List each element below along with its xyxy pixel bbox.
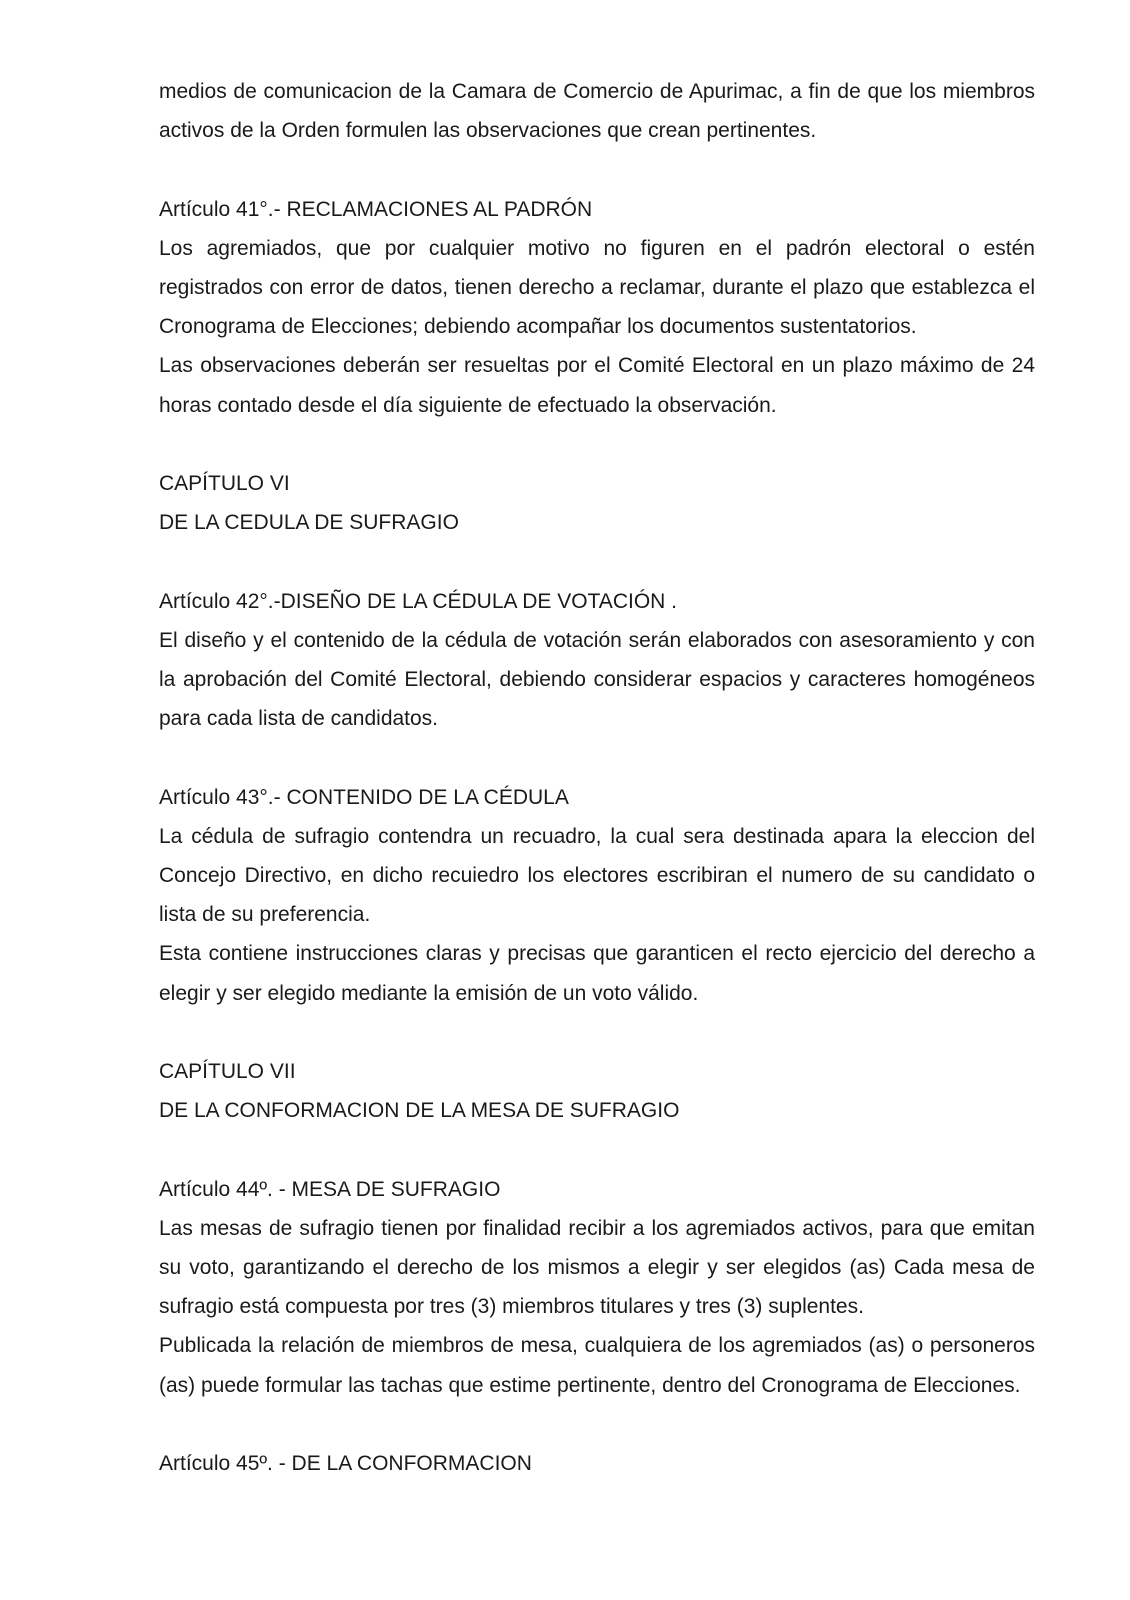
- article-41-paragraph-1: Los agremiados, que por cualquier motivo no figuren en el padrón electoral o estén registrados con error de datos, tienen derecho a reclamar, durante el plazo que establezca el Cronograma de Elecciones; debiendo acompañar los documentos sustentatorios.: [159, 236, 1035, 339]
- article-43-paragraph-1: La cédula de sufragio contendra un recuadro, la cual sera destinada apara la eleccion del Concejo Directivo, en dicho recuiedro los electores escribiran el numero de su candidato o lista de su preferencia.: [159, 824, 1035, 927]
- chapter-7-subtitle: DE LA CONFORMACION DE LA MESA DE SUFRAGIO: [159, 1099, 680, 1123]
- article-45-heading: Artículo 45º. - DE LA CONFORMACION: [159, 1452, 532, 1475]
- article-43-paragraph-2: Esta contiene instrucciones claras y precisas que garanticen el recto ejercicio del derecho a elegir y ser elegido mediante la emisión de un voto válido.: [159, 942, 1035, 1005]
- blank-line: [159, 1013, 1035, 1052]
- blank-line: [159, 1130, 1035, 1169]
- article-44-paragraph-2: Publicada la relación de miembros de mesa, cualquiera de los agremiados (as) o personeros (as) puede formular las tachas que estime pertinente, dentro del Cronograma de Elecciones.: [159, 1334, 1035, 1397]
- document-page: [159, 72, 1035, 1483]
- article-43-heading: Artículo 43°.- CONTENIDO DE LA CÉDULA: [159, 785, 569, 809]
- article-44-heading: Artículo 44º. - MESA DE SUFRAGIO: [159, 1177, 501, 1201]
- blank-line: [159, 1405, 1035, 1444]
- article-41-paragraph-2: Las observaciones deberán ser resueltas por el Comité Electoral en un plazo máximo de 24 horas contado desde el día siguiente de efectuado la observación.: [159, 354, 1035, 417]
- article-42-heading: Artículo 42°.-DISEÑO DE LA CÉDULA DE VOTACIÓN .: [159, 589, 677, 613]
- article-44-paragraph-1: Las mesas de sufragio tienen por finalidad recibir a los agremiados activos, para que emitan su voto, garantizando el derecho de los mismos a elegir y ser elegidos (as) Cada mesa de sufragio está compuesta por tres (3) miembros titulares y tres (3) suplentes.: [159, 1216, 1035, 1319]
- blank-line: [159, 542, 1035, 581]
- chapter-6-title: CAPÍTULO VI: [159, 472, 290, 495]
- blank-line: [159, 150, 1035, 189]
- article-41-heading: Artículo 41°.- RECLAMACIONES AL PADRÓN: [159, 197, 593, 221]
- blank-line: [159, 738, 1035, 777]
- chapter-6-subtitle: DE LA CEDULA DE SUFRAGIO: [159, 511, 459, 535]
- paragraph-intro: medios de comunicacion de la Camara de Comercio de Apurimac, a fin de que los miembros activos de la Orden formulen las observaciones que crean pertinentes.: [159, 80, 1035, 143]
- chapter-7-title: CAPÍTULO VII: [159, 1060, 296, 1083]
- blank-line: [159, 425, 1035, 464]
- article-42-paragraph: El diseño y el contenido de la cédula de votación serán elaborados con asesoramiento y con la aprobación del Comité Electoral, debiendo considerar espacios y caracteres homogéneos para cada lista de candidatos.: [159, 628, 1035, 731]
